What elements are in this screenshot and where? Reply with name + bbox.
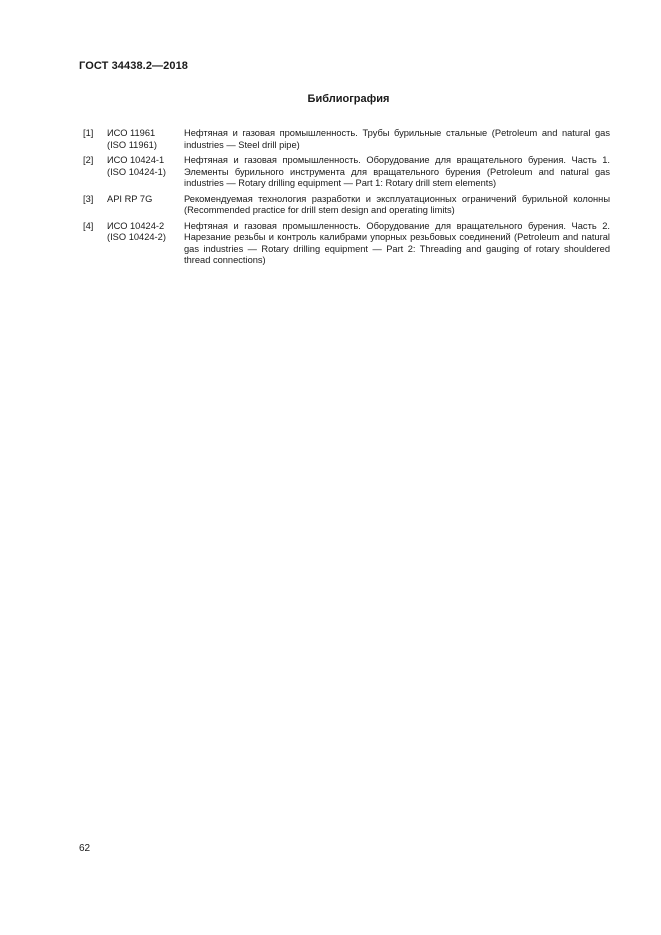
bibliography-title: Библиография — [307, 93, 390, 105]
entry-standard-code — [107, 194, 184, 217]
bibliography-entry — [83, 155, 610, 190]
entry-standard-code — [107, 128, 184, 151]
entry-number: [2] — [83, 155, 94, 165]
entry-description: Рекомендуемая технология разработки и эксплуатационных ограничений бурильной колонны (Recommended practice for drill stem design and operating limits) — [184, 193, 610, 215]
bibliography-entry — [83, 194, 610, 217]
standard-code-line: (ISO 10424-2) — [107, 232, 166, 242]
entry-standard-code — [107, 155, 184, 190]
standard-code-line: (ISO 11961) — [107, 139, 157, 150]
page-number: 62 — [79, 843, 91, 854]
document-number-header: ГОСТ 34438.2—2018 — [79, 60, 189, 72]
entry-number: [4] — [83, 220, 94, 231]
standard-code-line: ИСО 11961 — [107, 128, 156, 138]
bibliography-list — [83, 128, 610, 271]
entry-number: [1] — [83, 128, 94, 138]
bibliography-entry — [83, 221, 610, 267]
entry-description: Нефтяная и газовая промышленность. Трубы бурильные стальные (Petroleum and natural gas industries — Steel drill pipe) — [184, 128, 610, 150]
entry-description: Нефтяная и газовая промышленность. Оборудование для вращательного бурения. Часть 1. Элементы бурильного инструмента для вращательного бурения (Petroleum and natural gas industries — Rotary drilling equipment — Part 1: Rotary drill stem elements) — [184, 155, 610, 188]
entry-standard-code — [107, 221, 184, 267]
standard-code-line: (ISO 10424-1) — [107, 166, 166, 177]
entry-description: Нефтяная и газовая промышленность. Оборудование для вращательного бурения. Часть 2. Нарезание резьбы и контроль калибрами упорных резьбовых соединений (Petroleum and natural gas industries — Rotary drilling equipment — Part 2: Threading and gauging of rotary shouldered thread connections) — [184, 220, 610, 265]
standard-code-line: ИСО 10424-2 — [107, 220, 165, 231]
standard-code-line: ИСО 10424-1 — [107, 155, 165, 165]
bibliography-entry — [83, 128, 610, 151]
standard-code-line: API RP 7G — [107, 193, 153, 204]
entry-number: [3] — [83, 193, 94, 204]
